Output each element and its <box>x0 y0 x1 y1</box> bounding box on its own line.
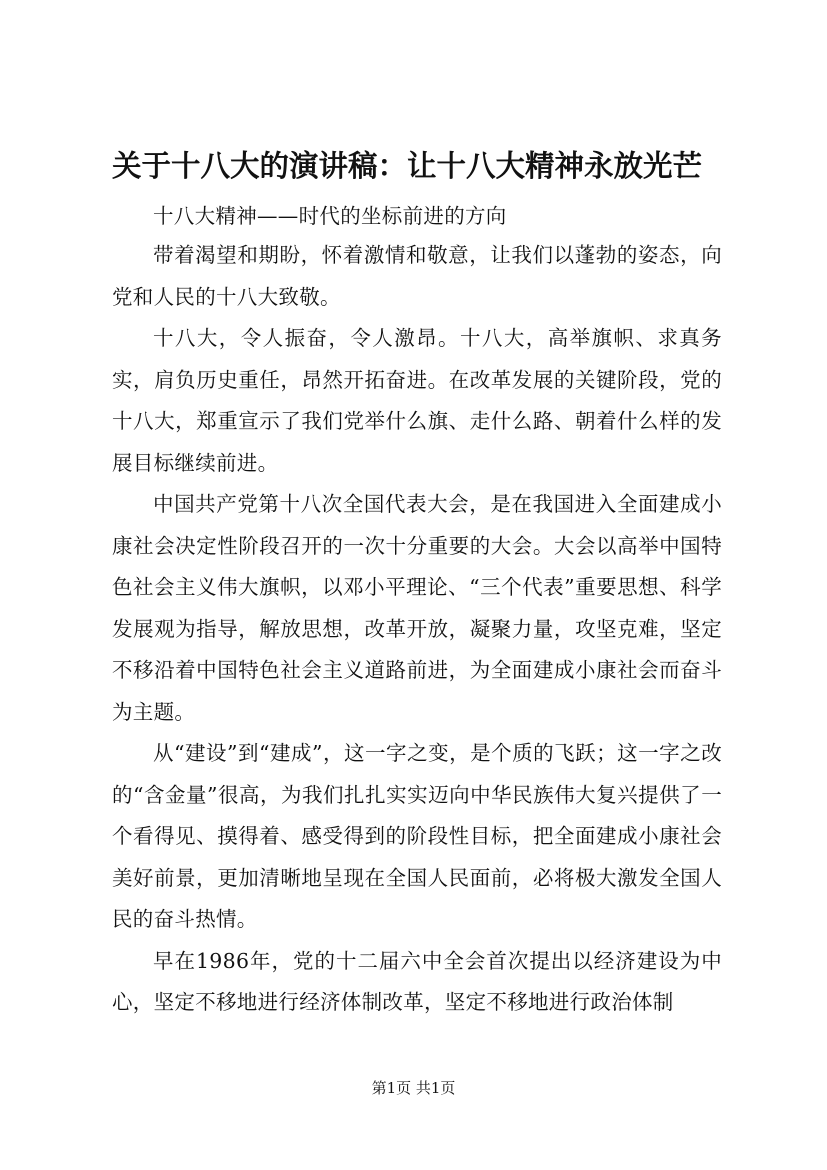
paragraph: 带着渴望和期盼，怀着激情和敬意，让我们以蓬勃的姿态，向党和人民的十八大致敬。 <box>112 243 722 309</box>
paragraph: 从“建设”到“建成”，这一字之变，是个质的飞跃；这一字之改的“含金量”很高，为我们扎扎实实迈向中华民族伟大复兴提供了一个看得见、摸得着、感受得到的阶段性目标，把全面建成小康社会美好前景，更加清晰地呈现在全国人民面前，必将极大激发全国人民的奋斗热情。 <box>112 741 722 931</box>
document-title: 关于十八大的演讲稿：让十八大精神永放光芒 <box>112 148 703 183</box>
paragraph: 早在1986年，党的十二届六中全会首次提出以经济建设为中心，坚定不移地进行经济体制改革，坚定不移地进行政治体制 <box>112 948 722 1014</box>
document-body <box>112 197 722 1024</box>
paragraph: 十八大，令人振奋，令人激昂。十八大，高举旗帜、求真务实，肩负历史重任，昂然开拓奋进。在改革发展的关键阶段，党的十八大，郑重宣示了我们党举什么旗、走什么路、朝着什么样的发展目标继续前进。 <box>112 326 722 475</box>
page-footer: 第1页 共1页 <box>371 1079 456 1097</box>
paragraph: 中国共产党第十八次全国代表大会，是在我国进入全面建成小康社会决定性阶段召开的一次十分重要的大会。大会以高举中国特色社会主义伟大旗帜，以邓小平理论、“三个代表”重要思想、科学发展观为指导，解放思想，改革开放，凝聚力量，攻坚克难，坚定不移沿着中国特色社会主义道路前进，为全面建成小康社会而奋斗为主题。 <box>112 492 722 724</box>
paragraph-subtitle: 十八大精神——时代的坐标前进的方向 <box>153 204 507 228</box>
